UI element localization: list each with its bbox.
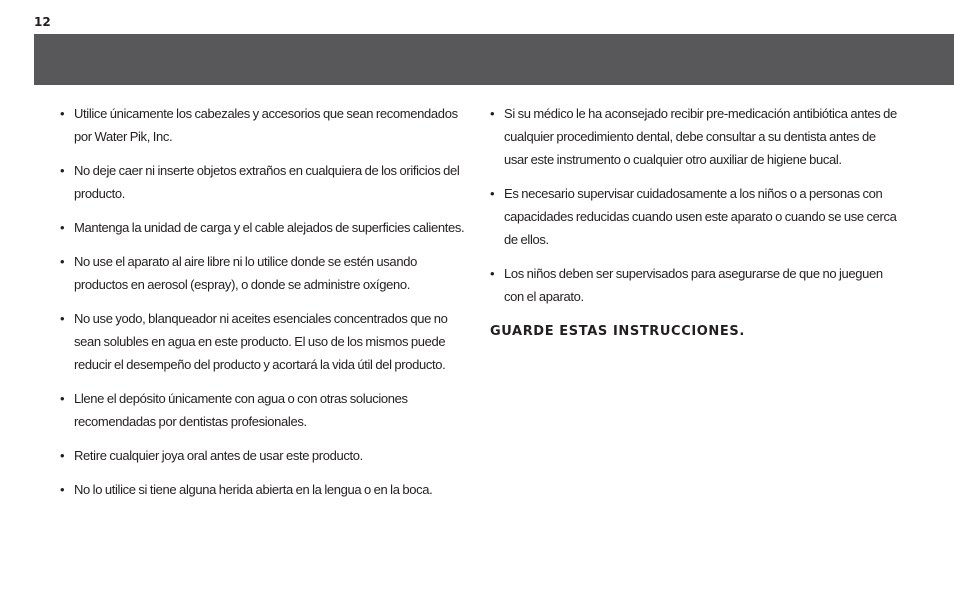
list-item	[60, 444, 470, 467]
bullet-icon: •	[490, 266, 495, 281]
bullet-icon: •	[60, 391, 65, 406]
list-item-text: Utilice únicamente los cabezales y accesorios que sean recomendados por Water Pik, Inc.	[74, 106, 458, 144]
list-item	[60, 159, 470, 205]
list-item	[490, 102, 902, 171]
closing-heading: GUARDE ESTAS INSTRUCCIONES.	[490, 324, 745, 339]
bullet-icon: •	[60, 163, 65, 178]
safety-list-left	[60, 102, 470, 501]
list-item-text: No deje caer ni inserte objetos extraños en cualquiera de los orificios del producto.	[74, 163, 460, 201]
list-item	[60, 216, 470, 239]
page-number: 12	[34, 15, 51, 29]
bullet-icon: •	[490, 106, 495, 121]
header-bar	[34, 34, 954, 85]
list-item	[60, 102, 470, 148]
list-item-text: Mantenga la unidad de carga y el cable alejados de superficies calientes.	[74, 220, 465, 235]
list-item	[60, 387, 470, 433]
list-item-text: Es necesario supervisar cuidadosamente a los niños o a personas con capacidades reducidas cuando usen este aparato o cuando se use cerca de ellos.	[504, 186, 897, 247]
bullet-icon: •	[60, 482, 65, 497]
list-item-text: No lo utilice si tiene alguna herida abierta en la lengua o en la boca.	[74, 482, 433, 497]
left-column	[60, 102, 470, 512]
bullet-icon: •	[60, 311, 65, 326]
right-column	[490, 102, 902, 339]
list-item-text: No use yodo, blanqueador ni aceites esenciales concentrados que no sean solubles en agua en este producto. El uso de los mismos puede reducir el desempeño del producto y acortará la vida útil del producto.	[74, 311, 448, 372]
list-item-text: Los niños deben ser supervisados para asegurarse de que no jueguen con el aparato.	[504, 266, 883, 304]
bullet-icon: •	[490, 186, 495, 201]
list-item	[490, 182, 902, 251]
bullet-icon: •	[60, 254, 65, 269]
list-item	[490, 262, 902, 308]
list-item-text: Si su médico le ha aconsejado recibir pre-medicación antibiótica antes de cualquier procedimiento dental, debe consultar a su dentista antes de usar este instrumento o cualquier otro auxiliar de higiene bucal.	[504, 106, 897, 167]
bullet-icon: •	[60, 106, 65, 121]
list-item-text: Retire cualquier joya oral antes de usar este producto.	[74, 448, 363, 463]
list-item	[60, 478, 470, 501]
bullet-icon: •	[60, 220, 65, 235]
list-item-text: Llene el depósito únicamente con agua o con otras soluciones recomendadas por dentistas profesionales.	[74, 391, 408, 429]
list-item	[60, 307, 470, 376]
list-item	[60, 250, 470, 296]
list-item-text: No use el aparato al aire libre ni lo utilice donde se estén usando productos en aerosol (espray), o donde se administre oxígeno.	[74, 254, 417, 292]
bullet-icon: •	[60, 448, 65, 463]
safety-list-right	[490, 102, 902, 308]
